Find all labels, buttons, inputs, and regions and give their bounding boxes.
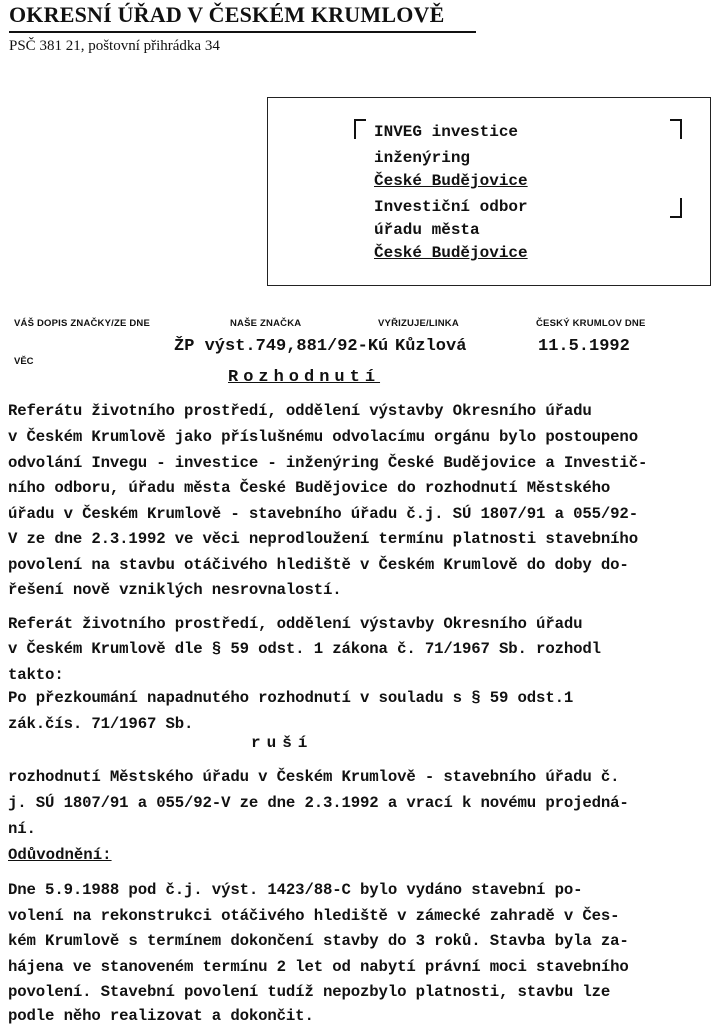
text-line: zák.čís. 71/1967 Sb.: [8, 715, 194, 733]
decision-heading: Rozhodnutí: [228, 368, 381, 387]
text-line: povolení. Stavební povolení tudíž nepozbylo platnosti, stavbu lze: [8, 983, 611, 1001]
text-line: hájena ve stanoveném termínu 2 let od nabytí právní moci stavebního: [8, 958, 629, 976]
office-title: OKRESNÍ ÚŘAD V ČESKÉM KRUMLOVĚ: [9, 2, 445, 27]
text-line: Referát životního prostředí, oddělení výstavby Okresního úřadu: [8, 615, 583, 633]
address-line: České Budějovice: [374, 172, 528, 190]
postal-address: PSČ 381 21, poštovní přihrádka 34: [9, 38, 220, 54]
text-line: úřadu v Českém Krumlově - stavebního úřadu č.j. SÚ 1807/91 a 055/92-: [8, 505, 638, 523]
text-line: podle něho realizovat a dokončit.: [8, 1007, 314, 1025]
text-line: v Českém Krumlově dle § 59 odst. 1 zákona č. 71/1967 Sb. rozhodl: [8, 640, 601, 658]
verdict-word: ruší: [251, 734, 314, 752]
text-line: Referátu životního prostředí, oddělení výstavby Okresního úřadu: [8, 402, 592, 420]
address-line: INVEG investice: [374, 123, 519, 141]
title-underline: [9, 31, 476, 33]
text-line: ní.: [8, 820, 36, 838]
text-line: povolení na stavbu otáčivého hlediště v Českém Krumlově do doby do-: [8, 556, 629, 574]
address-line: České Budějovice: [374, 244, 528, 262]
text-line: řešení nově vzniklých nesrovnalostí.: [8, 581, 342, 599]
reasoning-heading: Odůvodnění:: [8, 846, 112, 864]
address-corner-mark: [670, 119, 682, 139]
text-line: V ze dne 2.3.1992 ve věci neprodloužení termínu platnosti stavebního: [8, 530, 638, 548]
address-line: Investiční odbor: [374, 198, 528, 216]
recipient-address-box: [267, 97, 711, 286]
text-line: ního odboru, úřadu města České Budějovice do rozhodnutí Městského: [8, 479, 611, 497]
address-line: inženýring: [374, 149, 471, 167]
address-corner-mark: [354, 119, 366, 139]
text-line: v Českém Krumlově jako příslušnému odvolacímu orgánu bylo postoupeno: [8, 428, 638, 446]
our-ref-value: ŽP výst.749,881/92-Kú: [174, 337, 389, 356]
text-line: Dne 5.9.1988 pod č.j. výst. 1423/88-C bylo vydáno stavební po-: [8, 881, 583, 899]
text-line: volení na rekonstrukci otáčivého hlediště v zámecké zahradě v Čes-: [8, 907, 620, 925]
text-line: odvolání Invegu - investice - inženýring České Budějovice a Investič-: [8, 454, 648, 472]
text-line: kém Krumlově s termínem dokončení stavby do 3 roků. Stavba byla za-: [8, 932, 629, 950]
date-value: 11.5.1992: [538, 337, 630, 356]
subject-label: VĚC: [14, 356, 34, 367]
text-line: Po přezkoumání napadnutého rozhodnutí v souladu s § 59 odst.1: [8, 689, 574, 707]
our-ref-label: NAŠE ZNAČKA: [230, 318, 302, 329]
text-line: rozhodnutí Městského úřadu v Českém Krumlově - stavebního úřadu č.: [8, 768, 620, 786]
handled-by-label: VYŘIZUJE/LINKA: [378, 318, 459, 329]
handled-by-value: Kůzlová: [395, 337, 467, 356]
place-date-label: ČESKÝ KRUMLOV DNE: [536, 318, 646, 329]
address-line: úřadu města: [374, 221, 480, 239]
text-line: j. SÚ 1807/91 a 055/92-V ze dne 2.3.1992 a vrací k novému projedná-: [8, 794, 629, 812]
address-corner-mark: [670, 198, 682, 218]
text-line: takto:: [8, 666, 64, 684]
your-letter-label: VÁŠ DOPIS ZNAČKY/ZE DNE: [14, 318, 151, 329]
